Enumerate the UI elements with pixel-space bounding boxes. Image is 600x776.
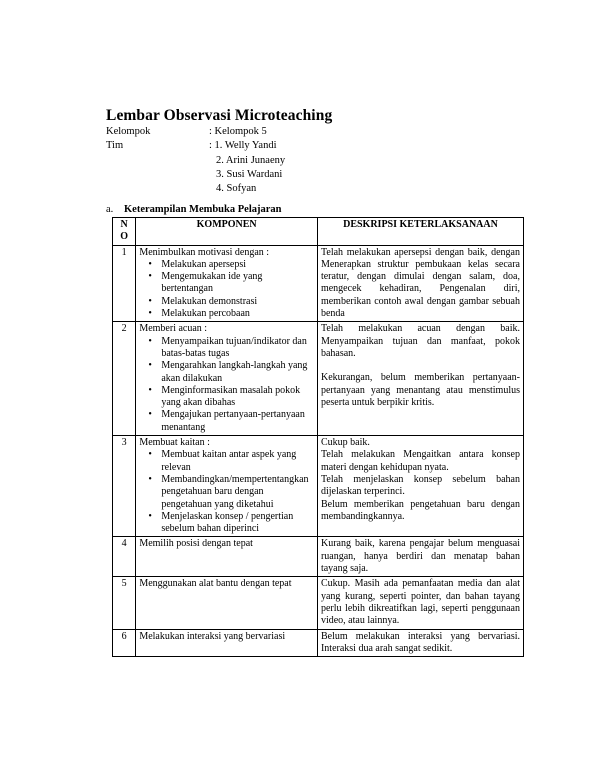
komponen-cell [136, 537, 318, 577]
komponen-bullet: • Melakukan demonstrasi [161, 296, 314, 308]
komponen-bullet: • Mengajukan pertanyaan-pertanyaan menantang [161, 409, 314, 434]
deskripsi-cell [317, 322, 523, 436]
table-row [113, 537, 524, 577]
header-no-line2: O [120, 231, 129, 243]
section-heading [106, 204, 281, 215]
komponen-bullet: • Membuat kaitan antar aspek yang relevan [161, 449, 314, 474]
header-no [113, 218, 136, 246]
row-number: 5 [113, 577, 136, 629]
member-3: 3. Susi Wardani [216, 168, 283, 180]
komponen-bullet: • Mengarahkan langkah-langkah yang akan dilakukan [161, 360, 314, 385]
table-row [113, 322, 524, 436]
komponen-text: Membuat kaitan : [139, 437, 210, 449]
komponen-text: Menggunakan alat bantu dengan tepat [139, 578, 292, 590]
deskripsi-paragraph: Cukup. Masih ada pemanfaatan media dan alat yang kurang, seperti pointer, dan bahan tayang perlu lebih dikreatifkan lagi, seperti penggunaan video, atau lainnya. [320, 578, 520, 627]
deskripsi-paragraph: Telah menjelaskan konsep sebelum bahan dijelaskan terperinci. [320, 473, 520, 498]
komponen-cell [136, 436, 318, 537]
deskripsi-paragraph: Kekurangan, belum memberikan pertanyaan-pertanyaan yang menantang atau menstimulus peserta untuk berpikir kritis. [320, 372, 520, 408]
tim-label: Tim [106, 140, 124, 152]
deskripsi-paragraph: Belum melakukan interaksi yang bervariasi. Interaksi dua arah sangat sedikit. [320, 630, 520, 654]
komponen-bullet-list [139, 336, 314, 434]
row-number: 1 [113, 245, 136, 322]
document-title: Lembar Observasi Microteaching [106, 107, 333, 124]
komponen-bullet: • Menjelaskan konsep / pengertian sebelum bahan diperinci [161, 511, 314, 536]
komponen-bullet-list [139, 259, 314, 320]
komponen-cell [136, 629, 318, 657]
kelompok-label: Kelompok [106, 126, 151, 137]
komponen-text: Melakukan interaksi yang bervariasi [139, 630, 286, 642]
member-1: : 1. Welly Yandi [209, 140, 277, 152]
paragraph-gap [321, 360, 520, 372]
komponen-bullet: • Melakukan percobaan [161, 308, 314, 320]
table-header-row [113, 218, 524, 246]
kelompok-value: : Kelompok 5 [209, 126, 267, 137]
komponen-bullet: • Mengemukakan ide yang bertentangan [161, 271, 314, 296]
deskripsi-cell [317, 577, 523, 629]
deskripsi-paragraph: Telah melakukan acuan dengan baik. Menyampaikan tujuan dan manfaat, pokok bahasan. [320, 323, 520, 359]
komponen-bullet-list [139, 449, 314, 535]
komponen-text: Memberi acuan : [139, 323, 208, 335]
komponen-text: Memilih posisi dengan tepat [139, 538, 253, 550]
komponen-cell [136, 577, 318, 629]
deskripsi-paragraph: Telah melakukan Mengaitkan antara konsep materi dengan kehidupan nyata. [320, 449, 520, 473]
komponen-bullet: • Membandingkan/mempertentangkan pengetahuan baru dengan pengetahuan yang diketahui [161, 474, 314, 511]
komponen-text: Menimbulkan motivasi dengan : [139, 246, 270, 258]
member-4: 4. Sofyan [216, 183, 257, 195]
deskripsi-cell [317, 629, 523, 657]
tim-row [106, 139, 285, 153]
header-no-line1: N [120, 219, 128, 230]
deskripsi-paragraph: Belum memberikan pengetahuan baru dengan membandingkannya. [320, 498, 520, 522]
deskripsi-paragraph: Cukup baik. [320, 437, 370, 449]
member-2: 2. Arini Junaeny [216, 154, 286, 166]
table-row [113, 577, 524, 629]
observation-table [112, 217, 524, 657]
deskripsi-paragraph: Telah melakukan apersepsi dengan baik, dengan Menerapkan struktur pembukaan kelas secara teratur, dengan dimulai dengan salam, doa, mengecek kehadiran, Pengenalan diri, memberikan contoh awal dengan gambar sebuah benda [320, 246, 520, 320]
table-row [113, 245, 524, 322]
row-number: 3 [113, 436, 136, 537]
komponen-bullet: • Melakukan apersepsi [161, 259, 314, 271]
komponen-bullet: • Menginformasikan masalah pokok yang akan dibahas [161, 385, 314, 410]
table-row [113, 629, 524, 657]
section-letter: a. [106, 204, 114, 215]
komponen-cell [136, 245, 318, 322]
row-number: 6 [113, 629, 136, 657]
section-title: Keterampilan Membuka Pelajaran [124, 204, 282, 215]
header-deskripsi: DESKRIPSI KETERLAKSANAAN [317, 218, 523, 246]
komponen-bullet: • Menyampaikan tujuan/indikator dan batas-batas tugas [161, 336, 314, 361]
table-body [113, 245, 524, 657]
deskripsi-cell [317, 436, 523, 537]
group-info [106, 125, 285, 196]
header-komponen: KOMPONEN [136, 218, 318, 246]
row-number: 4 [113, 537, 136, 577]
row-number: 2 [113, 322, 136, 436]
kelompok-row [106, 125, 285, 139]
deskripsi-paragraph: Kurang baik, karena pengajar belum menguasai ruangan, hanya berdiri dan menatap bahan tayang saja. [320, 538, 520, 575]
deskripsi-cell [317, 245, 523, 322]
deskripsi-cell [317, 537, 523, 577]
table-row [113, 436, 524, 537]
komponen-cell [136, 322, 318, 436]
